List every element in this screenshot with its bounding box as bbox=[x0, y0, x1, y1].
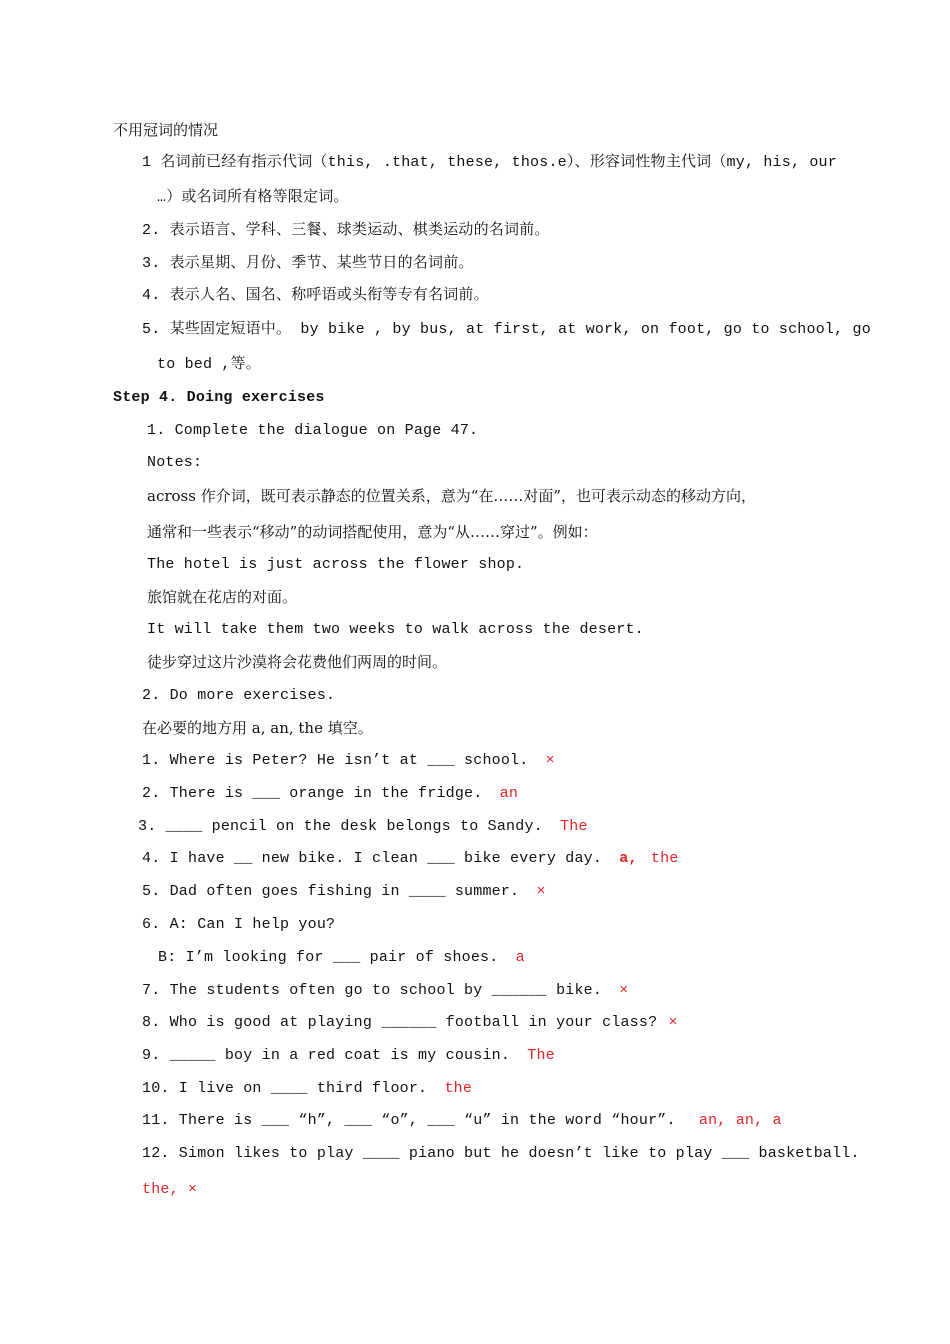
rule-2: 2. 表示语言、学科、三餐、球类运动、棋类运动的名词前。 bbox=[142, 222, 550, 239]
rule-1-line-a: 1 名词前已经有指示代词（this, .that, these, thos.e）、形容词性物主代词（my, his, our bbox=[142, 154, 837, 171]
exercise-9 bbox=[142, 1046, 555, 1066]
exercise-1 bbox=[142, 751, 555, 771]
exercise-6-question: B: I’m looking for ___ pair of shoes. bbox=[158, 949, 499, 966]
note-line-b: 通常和一些表示“移动”的动词搭配使用，意为“从……穿过”。例如： bbox=[147, 523, 598, 541]
exercise-11-question: 11. There is ___ “h”, ___ “o”, ___ “u” in the word “hour”. bbox=[142, 1112, 676, 1129]
exercise-11-answer: an, an, a bbox=[698, 1112, 782, 1129]
exercise-9-answer: The bbox=[527, 1047, 555, 1064]
exercise-6-line-b bbox=[158, 948, 525, 968]
exercise-5-answer-cross-icon: × bbox=[536, 883, 546, 900]
section-heading: 不用冠词的情况 bbox=[113, 121, 219, 139]
exercise-10 bbox=[142, 1079, 472, 1099]
exercise-10-question: 10. I live on ____ third floor. bbox=[142, 1080, 428, 1097]
rule-1-line-b: …）或名词所有格等限定词。 bbox=[157, 189, 349, 206]
example-2-english: It will take them two weeks to walk across the desert. bbox=[147, 621, 644, 638]
exercise-4-question: 4. I have __ new bike. I clean ___ bike every day. bbox=[142, 850, 603, 867]
exercise-4-answer-a: a, bbox=[619, 850, 638, 867]
exercise-8 bbox=[142, 1013, 678, 1033]
exercise-4-answer-b: the bbox=[650, 850, 679, 867]
example-2-chinese: 徒步穿过这片沙漠将会花费他们两周的时间。 bbox=[147, 653, 448, 671]
exercise-12: 12. Simon likes to play ____ piano but he doesn’t like to play ___ basketball. bbox=[142, 1145, 860, 1162]
rule-5-line-a: 5. 某些固定短语中。 by bike , by bus, at first, at work, on foot, go to school, go bbox=[142, 321, 871, 338]
exercise-6-line-a: 6. A: Can I help you? bbox=[142, 916, 336, 933]
exercise-2 bbox=[142, 784, 518, 804]
instruction: 在必要的地方用 a, an, the 填空。 bbox=[142, 719, 373, 737]
exercise-5 bbox=[142, 882, 546, 902]
exercise-10-answer: the bbox=[444, 1080, 473, 1097]
exercise-2-answer: an bbox=[499, 785, 519, 802]
exercise-6-answer: a bbox=[515, 949, 525, 966]
exercise-12-answer: the, × bbox=[142, 1181, 198, 1198]
exercise-7-answer-cross-icon: × bbox=[619, 982, 629, 999]
example-1-chinese: 旅馆就在花店的对面。 bbox=[147, 588, 298, 606]
step-title: Step 4. Doing exercises bbox=[113, 389, 325, 406]
exercise-7-question: 7. The students often go to school by ______ bike. bbox=[142, 982, 603, 999]
step-item-1: 1. Complete the dialogue on Page 47. bbox=[147, 422, 479, 439]
exercise-5-question: 5. Dad often goes fishing in ____ summer. bbox=[142, 883, 520, 900]
exercise-8-question: 8. Who is good at playing ______ football in your class? bbox=[142, 1014, 658, 1031]
exercise-1-answer-cross-icon: × bbox=[545, 752, 555, 769]
exercise-3-question: 3. ____ pencil on the desk belongs to Sandy. bbox=[138, 818, 543, 835]
rule-5-line-b: to bed ,等。 bbox=[157, 356, 262, 373]
notes-label: Notes: bbox=[147, 454, 203, 471]
exercise-2-question: 2. There is ___ orange in the fridge. bbox=[142, 785, 483, 802]
exercise-1-question: 1. Where is Peter? He isn’t at ___ school. bbox=[142, 752, 529, 769]
exercise-11 bbox=[142, 1111, 782, 1131]
exercise-4 bbox=[142, 849, 679, 869]
exercise-3 bbox=[138, 817, 588, 837]
example-1-english: The hotel is just across the flower shop. bbox=[147, 556, 525, 573]
exercise-3-answer: The bbox=[560, 818, 588, 835]
step-item-2: 2. Do more exercises. bbox=[142, 687, 336, 704]
rule-4: 4. 表示人名、国名、称呼语或头衔等专有名词前。 bbox=[142, 287, 489, 304]
exercise-8-answer-cross-icon: × bbox=[668, 1014, 678, 1031]
note-line-a: across 作介词，既可表示静态的位置关系，意为“在……对面”，也可表示动态的移动方向， bbox=[147, 487, 757, 505]
exercise-9-question: 9. _____ boy in a red coat is my cousin. bbox=[142, 1047, 511, 1064]
rule-3: 3. 表示星期、月份、季节、某些节日的名词前。 bbox=[142, 255, 474, 272]
exercise-7 bbox=[142, 981, 628, 1001]
